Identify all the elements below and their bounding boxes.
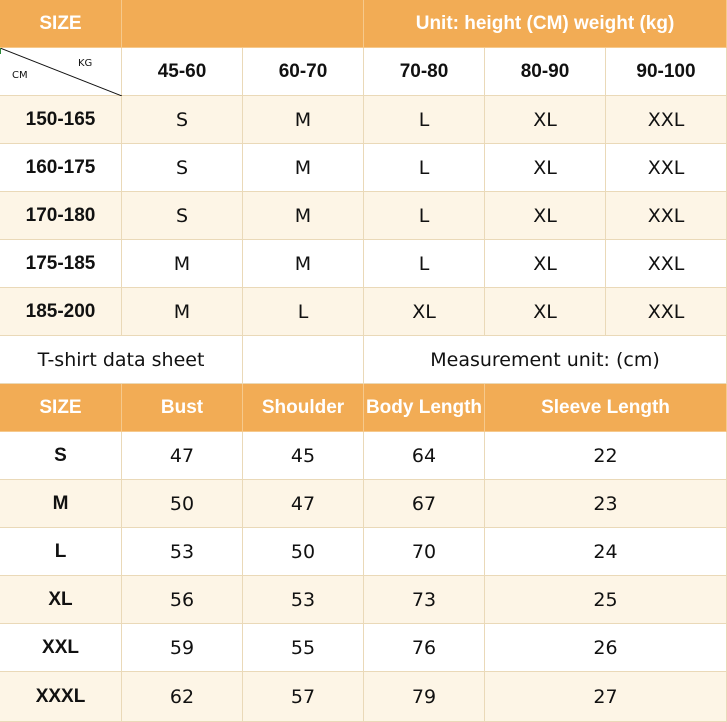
shoulder-cell: 55 (243, 624, 364, 672)
info-spacer (243, 336, 364, 384)
table-row (0, 624, 727, 672)
corner-diagonal-cell (0, 48, 122, 96)
table-row (0, 192, 727, 240)
unit-header: Unit: height (CM) weight (kg) (364, 0, 727, 48)
measurements-header-row (0, 384, 727, 432)
size-cell: M (0, 480, 122, 528)
body-length-cell: 79 (364, 672, 485, 722)
bust-cell: 47 (122, 432, 243, 480)
size-cell: XXL (0, 624, 122, 672)
weight-col-3: 70-80 (364, 48, 485, 96)
table-row (0, 576, 727, 624)
size-cell: XXL (606, 192, 727, 240)
col-header-body-length: Body Length (364, 384, 485, 432)
body-length-cell: 64 (364, 432, 485, 480)
size-cell: S (0, 432, 122, 480)
measurement-unit: Measurement unit: (cm) (364, 336, 727, 384)
body-length-cell: 67 (364, 480, 485, 528)
size-cell: L (243, 288, 364, 336)
table-row (0, 432, 727, 480)
size-cell: XXL (606, 96, 727, 144)
size-cell: XXL (606, 288, 727, 336)
size-cell: XL (485, 288, 606, 336)
height-cell: 150-165 (0, 96, 122, 144)
weight-header-row (0, 48, 727, 96)
size-cell: S (122, 192, 243, 240)
shoulder-cell: 45 (243, 432, 364, 480)
size-cell: XXL (606, 240, 727, 288)
size-cell: M (243, 192, 364, 240)
sleeve-length-cell: 25 (485, 576, 727, 624)
size-cell: XL (485, 192, 606, 240)
table-row (0, 288, 727, 336)
shoulder-cell: 53 (243, 576, 364, 624)
height-cell: 175-185 (0, 240, 122, 288)
weight-col-2: 60-70 (243, 48, 364, 96)
table-row (0, 240, 727, 288)
size-cell: M (243, 240, 364, 288)
size-cell: XL (485, 144, 606, 192)
size-cell: L (364, 192, 485, 240)
body-length-cell: 73 (364, 576, 485, 624)
size-cell: L (364, 144, 485, 192)
table-row (0, 144, 727, 192)
sleeve-length-cell: 26 (485, 624, 727, 672)
bust-cell: 59 (122, 624, 243, 672)
header-spacer (122, 0, 364, 48)
height-cell: 185-200 (0, 288, 122, 336)
sleeve-length-cell: 22 (485, 432, 727, 480)
body-length-cell: 76 (364, 624, 485, 672)
size-cell: L (364, 96, 485, 144)
size-cell: XXXL (0, 672, 122, 722)
size-cell: M (122, 288, 243, 336)
weight-col-5: 90-100 (606, 48, 727, 96)
size-cell: XL (364, 288, 485, 336)
bust-cell: 56 (122, 576, 243, 624)
col-header-size: SIZE (0, 384, 122, 432)
sleeve-length-cell: 24 (485, 528, 727, 576)
weight-col-1: 45-60 (122, 48, 243, 96)
col-header-sleeve-length: Sleeve Length (485, 384, 727, 432)
sheet-info-row (0, 336, 727, 384)
size-cell: XL (0, 576, 122, 624)
bust-cell: 50 (122, 480, 243, 528)
bust-cell: 62 (122, 672, 243, 722)
corner-kg-label: KG (78, 58, 93, 69)
corner-cm-label: CM (12, 70, 28, 81)
size-cell: S (122, 96, 243, 144)
shoulder-cell: 47 (243, 480, 364, 528)
table-row (0, 672, 727, 722)
size-cell: XXL (606, 144, 727, 192)
height-cell: 170-180 (0, 192, 122, 240)
size-cell: XL (485, 240, 606, 288)
size-cell: L (364, 240, 485, 288)
shoulder-cell: 57 (243, 672, 364, 722)
shoulder-cell: 50 (243, 528, 364, 576)
size-cell: M (122, 240, 243, 288)
size-cell: M (243, 96, 364, 144)
size-cell: M (243, 144, 364, 192)
top-header-row (0, 0, 727, 48)
weight-col-4: 80-90 (485, 48, 606, 96)
table-row (0, 528, 727, 576)
sleeve-length-cell: 27 (485, 672, 727, 722)
size-header: SIZE (0, 0, 122, 48)
body-length-cell: 70 (364, 528, 485, 576)
bust-cell: 53 (122, 528, 243, 576)
table-row (0, 96, 727, 144)
size-cell: L (0, 528, 122, 576)
col-header-bust: Bust (122, 384, 243, 432)
col-header-shoulder: Shoulder (243, 384, 364, 432)
size-cell: XL (485, 96, 606, 144)
sheet-title: T-shirt data sheet (0, 336, 243, 384)
height-cell: 160-175 (0, 144, 122, 192)
sleeve-length-cell: 23 (485, 480, 727, 528)
size-cell: S (122, 144, 243, 192)
table-row (0, 480, 727, 528)
